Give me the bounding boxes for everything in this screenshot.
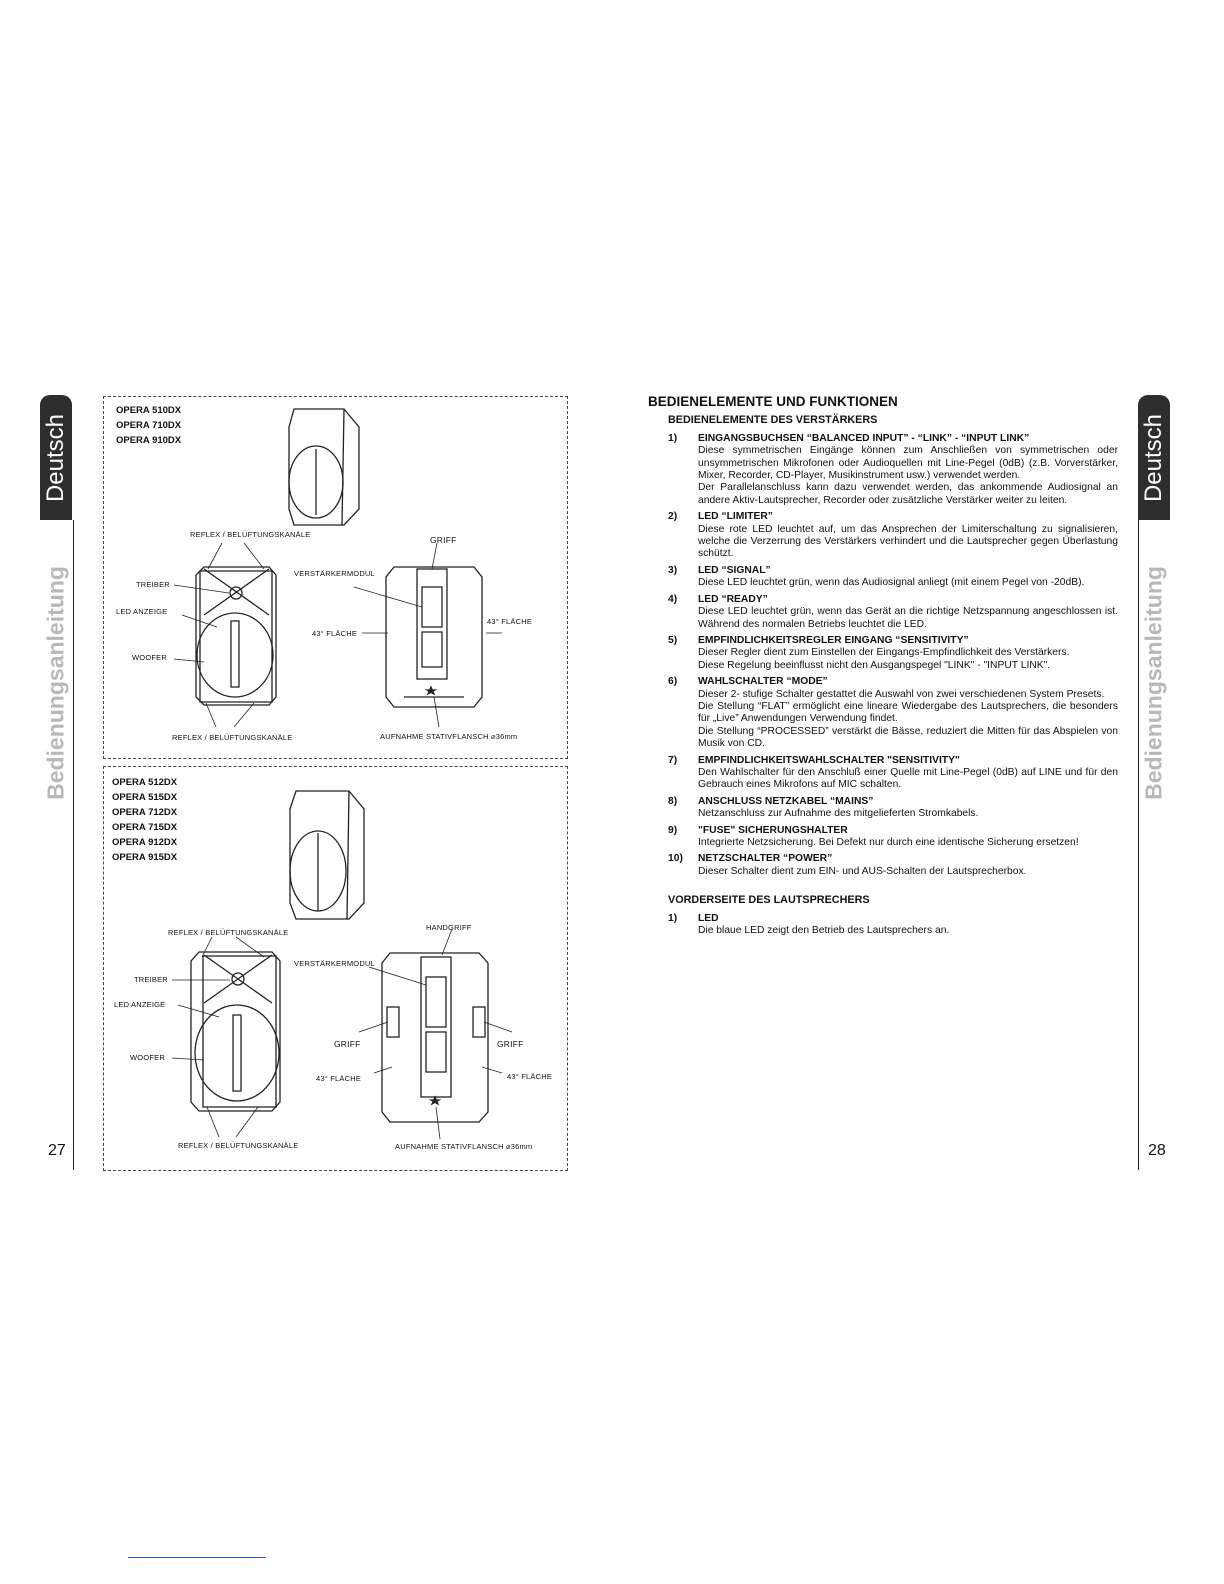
item-text: Die Stellung “PROCESSED” verstärkt die Bässe, reduziert die Mitten für das Abspielen von Musik von CD. xyxy=(698,725,1118,750)
item-text: Den Wahlschalter für den Anschluß einer Quelle mit Line-Pegel (0dB) auf LINE und für den Gebrauch eines Mikrofons auf MIC schalten. xyxy=(698,766,1118,791)
control-item xyxy=(668,913,1118,938)
manual-tab-left xyxy=(40,538,72,828)
control-item xyxy=(668,825,1118,850)
manual-tab-label: Bedienungsanleitung xyxy=(42,566,69,800)
item-body xyxy=(698,853,1118,878)
control-item xyxy=(668,565,1118,590)
model-name: OPERA 712DX xyxy=(112,807,178,818)
page-title: BEDIENELEMENTE UND FUNKTIONEN xyxy=(648,394,898,409)
label-reflex-bottom: REFLEX / BELÜFTUNGSKANÄLE xyxy=(172,733,293,742)
control-item xyxy=(668,796,1118,821)
item-text: Der Parallelanschluss kann dazu verwendet werden, das ankommende Audiosignal an andere Aktiv-Lautsprecher, Recorder oder zusätzliche Verstärker weiter zu leiten. xyxy=(698,482,1118,506)
item-body xyxy=(698,635,1118,672)
item-number: 7) xyxy=(668,754,678,766)
item-text: Netzanschluss zur Aufnahme des mitgelieferten Stromkabels. xyxy=(698,808,979,820)
control-item xyxy=(668,433,1118,507)
item-text: Dieser Regler dient zum Einstellen der Eingangs-Empfindlichkeit des Verstärkers. xyxy=(698,647,1070,659)
label-flaeche-left: 43° FLÄCHE xyxy=(316,1074,362,1083)
controls-description xyxy=(648,396,1118,941)
item-number: 3) xyxy=(668,564,678,576)
item-body xyxy=(698,796,1118,821)
label-treiber: TREIBER xyxy=(134,975,168,984)
item-text: Diese rote LED leuchtet auf, um das Ansprechen der Limiterschaltung zu signalisieren, welche die Verzerrung des Verstärkers verhindert und die Lautsprecher gegen Überlastung schützt. xyxy=(698,523,1118,560)
item-number: 5) xyxy=(668,634,678,646)
manual-tab-right xyxy=(1138,538,1170,828)
label-griff: GRIFF xyxy=(430,535,457,545)
item-text: Diese LED leuchtet grün, wenn das Audiosignal anliegt (mit einem Pegel von -20dB). xyxy=(698,577,1085,589)
model-name: OPERA 510DX xyxy=(116,405,182,416)
label-griff-right: GRIFF xyxy=(497,1039,524,1049)
item-title: "FUSE" SICHERUNGSHALTER xyxy=(698,824,848,836)
item-text: Die Stellung “FLAT” ermöglicht eine lineare Wiedergabe des Lautsprechers, die besonders für „Live” Anwendungen Verwendung findet. xyxy=(698,700,1118,725)
item-number: 8) xyxy=(668,795,678,807)
item-text: Die blaue LED zeigt den Betrieb des Lautsprechers an. xyxy=(698,925,950,937)
label-reflex-top: REFLEX / BELÜFTUNGSKANÄLE xyxy=(168,928,289,937)
item-body xyxy=(698,913,1118,938)
control-item xyxy=(668,755,1118,792)
speaker-diagram-bottom xyxy=(104,767,567,1170)
label-treiber: TREIBER xyxy=(136,580,170,589)
diagram-panel-top xyxy=(103,396,568,759)
label-flaeche-right: 43° FLÄCHE xyxy=(507,1072,553,1081)
item-body xyxy=(698,565,1118,590)
language-tab-right xyxy=(1138,395,1170,520)
item-number: 6) xyxy=(668,676,678,688)
item-title: EMPFINDLICHKEITSWAHLSCHALTER "SENSITIVITY" xyxy=(698,754,960,766)
item-number: 9) xyxy=(668,824,678,836)
item-number: 10) xyxy=(668,853,683,865)
model-name: OPERA 910DX xyxy=(116,435,182,446)
item-body xyxy=(698,825,1118,850)
right-margin-rule xyxy=(1138,520,1139,1170)
front-controls-list xyxy=(648,913,1118,938)
page-number-right: 28 xyxy=(1148,1142,1166,1159)
item-title: LED “LIMITER” xyxy=(698,511,773,523)
label-led: LED ANZEIGE xyxy=(116,607,168,616)
label-griff-left: GRIFF xyxy=(334,1039,361,1049)
section-heading-amp: BEDIENELEMENTE DES VERSTÄRKERS xyxy=(668,414,878,427)
item-title: EINGANGSBUCHSEN “BALANCED INPUT” - “LINK” - “INPUT LINK” xyxy=(698,432,1030,444)
item-body xyxy=(698,676,1118,750)
label-flansch: AUFNAHME STATIVFLANSCH ⌀36mm xyxy=(395,1142,533,1151)
language-tab-left xyxy=(40,395,72,520)
item-text: Diese Regelung beeinflusst nicht den Ausgangspegel "LINK" - "INPUT LINK". xyxy=(698,659,1051,671)
model-name: OPERA 515DX xyxy=(112,792,178,803)
item-title: LED “READY” xyxy=(698,593,768,605)
section-heading-front: VORDERSEITE DES LAUTSPRECHERS xyxy=(668,894,870,907)
item-number: 1) xyxy=(668,912,678,924)
label-handgriff: HANDGRIFF xyxy=(426,923,472,932)
model-name: OPERA 915DX xyxy=(112,852,178,863)
item-text: Dieser 2- stufige Schalter gestattet die Auswahl von zwei verschiedenen System Presets. xyxy=(698,688,1105,700)
diagram-panel-bottom xyxy=(103,766,568,1171)
control-item xyxy=(668,635,1118,672)
label-reflex-bottom: REFLEX / BELÜFTUNGSKANÄLE xyxy=(178,1141,299,1150)
footer-rule xyxy=(128,1557,266,1558)
item-title: WAHLSCHALTER “MODE” xyxy=(698,676,828,688)
item-title: ANSCHLUSS NETZKABEL “MAINS” xyxy=(698,795,874,807)
item-body xyxy=(698,433,1118,507)
item-text: Dieser Schalter dient zum EIN- und AUS-Schalten der Lautsprecherbox. xyxy=(698,865,1027,877)
language-tab-label-right: Deutsch xyxy=(1140,413,1167,502)
item-title: LED “SIGNAL” xyxy=(698,564,771,576)
label-flansch: AUFNAHME STATIVFLANSCH ⌀36mm xyxy=(380,732,518,741)
label-led: LED ANZEIGE xyxy=(114,1000,166,1009)
label-amp-module: VERSTÄRKERMODUL xyxy=(294,569,375,578)
left-margin-rule xyxy=(73,520,74,1170)
manual-tab-label-right: Bedienungsanleitung xyxy=(1140,566,1167,800)
label-woofer: WOOFER xyxy=(132,653,167,662)
model-name: OPERA 710DX xyxy=(116,420,182,431)
model-name: OPERA 715DX xyxy=(112,822,178,833)
label-flaeche-right: 43° FLÄCHE xyxy=(487,617,533,626)
item-text: Diese LED leuchtet grün, wenn das Gerät an die richtige Netzspannung angeschlossen ist. Während des normalen Betriebs leuchtet die LED. xyxy=(698,606,1118,630)
page-number-left: 27 xyxy=(48,1142,66,1159)
label-woofer: WOOFER xyxy=(130,1053,165,1062)
language-tab-label: Deutsch xyxy=(42,413,69,502)
item-title: EMPFINDLICHKEITSREGLER EINGANG “SENSITIVITY” xyxy=(698,634,969,646)
model-name: OPERA 912DX xyxy=(112,837,178,848)
item-text: Diese symmetrischen Eingänge können zum Anschließen von symmetrischen oder unsymmetrischen Mikrofonen oder Audioquellen mit Line-Pegel (0dB) (z.B. Vorverstärker, Mixer, Recorder, CD-Player, Musikinstrument usw.) verwendet werden. xyxy=(698,445,1118,482)
item-number: 1) xyxy=(668,432,678,444)
label-flaeche-left: 43° FLÄCHE xyxy=(312,629,358,638)
control-item xyxy=(668,676,1118,750)
item-text: Integrierte Netzsicherung. Bei Defekt nur durch eine identische Sicherung ersetzen! xyxy=(698,837,1079,848)
control-item xyxy=(668,853,1118,878)
item-title: NETZSCHALTER “POWER” xyxy=(698,853,833,865)
model-name: OPERA 512DX xyxy=(112,777,178,788)
item-body xyxy=(698,594,1118,631)
control-item xyxy=(668,594,1118,631)
amp-controls-list xyxy=(648,433,1118,878)
item-number: 4) xyxy=(668,593,678,605)
item-number: 2) xyxy=(668,511,678,523)
label-amp-module: VERSTÄRKERMODUL xyxy=(294,959,375,968)
item-body xyxy=(698,511,1118,561)
label-reflex-top: REFLEX / BELÜFTUNGSKANÄLE xyxy=(190,530,311,539)
item-body xyxy=(698,755,1118,792)
item-title: LED xyxy=(698,912,719,924)
control-item xyxy=(668,511,1118,561)
